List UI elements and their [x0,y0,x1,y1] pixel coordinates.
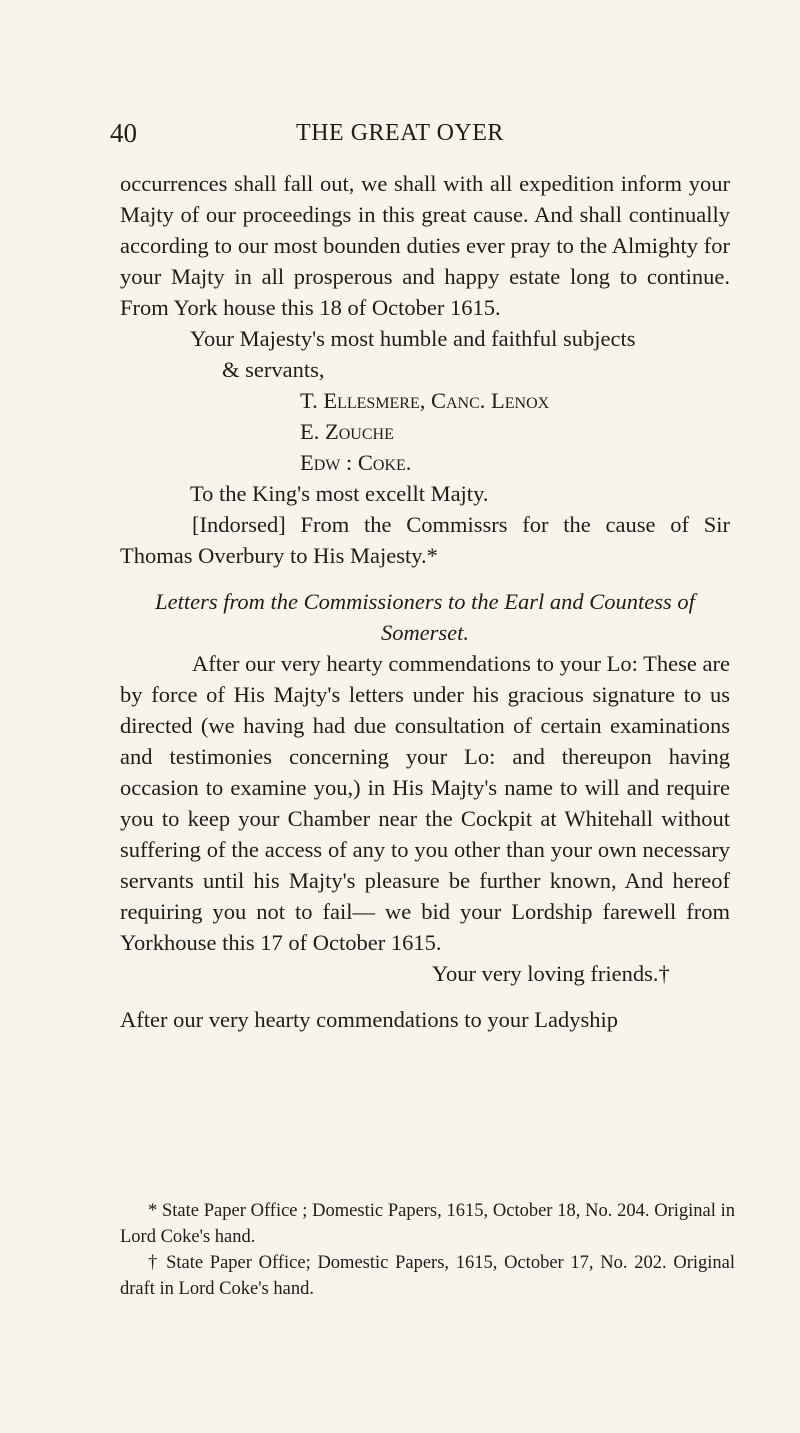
signature-line: Edw : Coke. [300,450,412,475]
endorsement: [Indorsed] From the Commissrs for the cause of Sir Thomas Overbury to His Majesty.* [120,512,730,568]
running-head: THE GREAT OYER [296,120,504,146]
footnote: † State Paper Office; Domestic Papers, 1615, October 17, No. 202. Original draft in Lord Coke's hand. [120,1253,735,1299]
letter-paragraph: occurrences shall fall out, we shall with all expedition inform your Majty of our proceedings in this great cause. And shall continually according to our most bounden duties ever pray to the Almighty for your Majty in all prosperous and happy estate long to continue. From York house this 18 of October 1615. [120,171,730,320]
section-heading: Somerset. [380,620,470,645]
signature-line: E. Zouche [300,419,394,444]
page-number: 40 [110,118,137,148]
page-body [120,168,730,1035]
section-heading: Letters from the Commissioners to the Earl and Countess of [155,589,695,614]
footnote: * State Paper Office ; Domestic Papers, 1615, October 18, No. 204. Original in Lord Coke's hand. [120,1201,735,1247]
footnotes [120,1198,735,1302]
letter-closing: Your very loving friends.† [432,961,670,986]
letter-closing: Your Majesty's most humble and faithful subjects [190,326,636,351]
letter-paragraph: After our very hearty commendations to your Lo: These are by force of His Majty's letters under his gracious signature to us directed (we having had due consultation of certain examinations and testimonies concerning your Lo: and thereupon having occasion to examine you,) in His Majty's name to will and require you to keep your Chamber near the Cockpit at Whitehall without suffering of the access of any to you other than your own necessary servants until his Majty's pleasure be further known, And hereof requiring you not to fail— we bid your Lordship farewell from Yorkhouse this 17 of October 1615. [120,651,730,955]
letter-paragraph: After our very hearty commendations to your Ladyship [120,1007,618,1032]
signature-line: T. Ellesmere, Canc. Lenox [300,388,550,413]
letter-closing: & servants, [222,357,325,382]
letter-address: To the King's most excellt Majty. [190,481,489,506]
